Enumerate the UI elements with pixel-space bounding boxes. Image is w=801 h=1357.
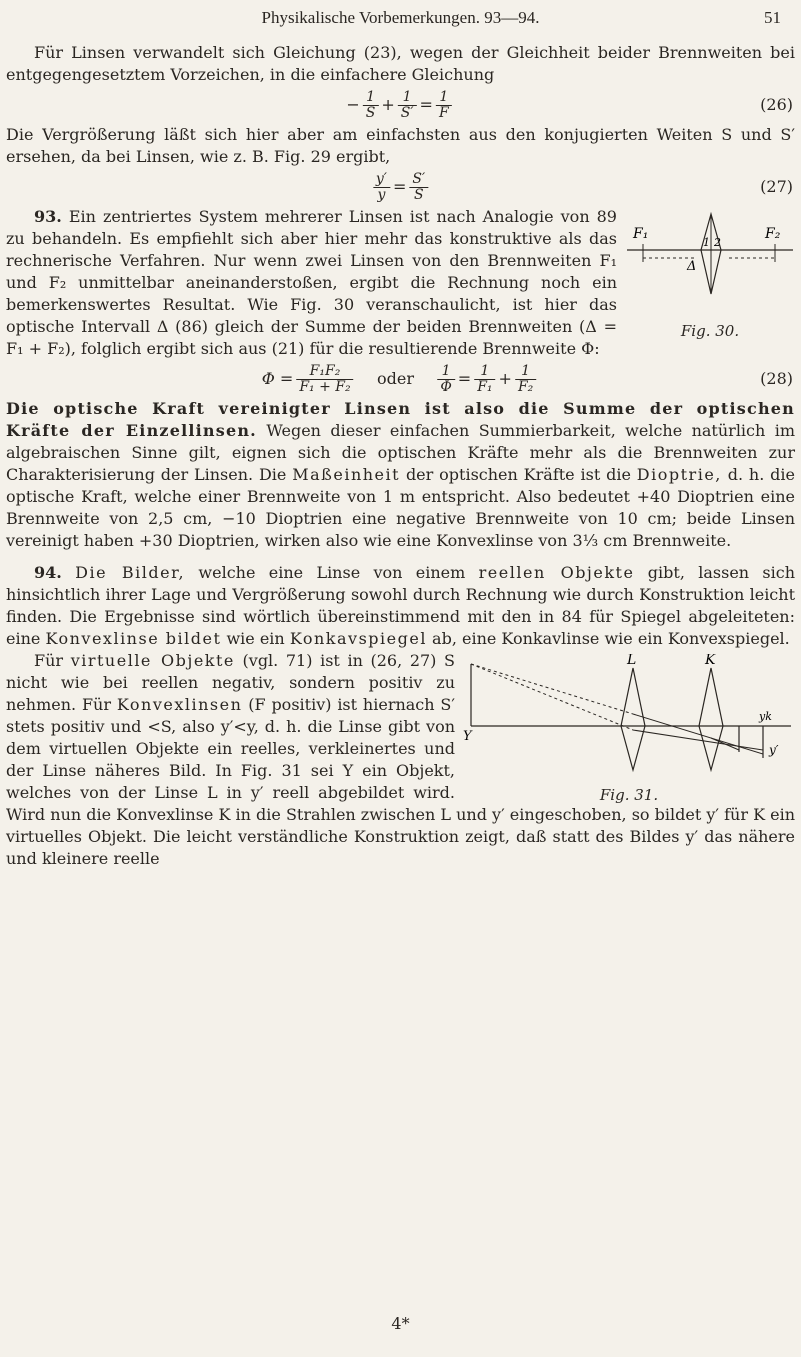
section-94-text-4: ab, eine Konkavlinse wie ein Konvexspiegel. — [432, 629, 790, 648]
term-masseinheit: Maßeinheit — [292, 465, 401, 484]
bold-sentence: Die optische Kraft vereinigter Linsen ist also die Summe der optischen Kräfte der Einzellinsen. — [6, 399, 795, 440]
term-konvexlinse-bildet: Konvexlinse bildet — [45, 629, 222, 648]
fig30-label-f1: F₁ — [633, 226, 649, 242]
equation-27-number: (27) — [760, 177, 793, 196]
equation-28-number: (28) — [760, 369, 793, 388]
term-dioptrie: Dioptrie, — [636, 465, 722, 484]
paragraph-magnification: Die Vergrößerung läßt sich hier aber am einfachsten aus den konjugierten Weiten S und S′ ersehen, da bei Linsen, wie z. B. Fig. 29 ergibt, — [6, 125, 795, 166]
fig31-label-L: L — [627, 654, 637, 668]
equation-28-formula: Φ = $\frac{\text{F₁F₂}}{\text{F₁ + F₂}}$ oder $\frac{1}{\Phi}$ = $\frac{1}{\text{F₁}}$ + $\frac{1}{\text{F₂}}$ — [262, 364, 540, 395]
section-94-text-1: welche eine Linse von einem — [198, 563, 466, 582]
section-93-text-3: der optischen Kräfte ist die — [405, 465, 631, 484]
figure-30 — [625, 208, 795, 340]
figure-31-caption: Fig. 31. — [599, 786, 659, 804]
term-reellen-objekte: reellen Objekte — [478, 563, 635, 582]
fig30-label-delta: Δ — [687, 259, 697, 274]
equation-26-number: (26) — [760, 95, 793, 114]
term-bilder: Die Bilder, — [75, 563, 186, 582]
signature-mark: 4* — [391, 1314, 410, 1333]
fig30-label-f2: F₂ — [765, 226, 781, 242]
page-number: 51 — [764, 8, 781, 27]
section-93-text-2: Wegen dieser einfachen Summierbarkeit, welche natürlich im algebraischen Sinne gilt, eignen sich die optischen Kräfte mehr als die Brennweiten zur Charakterisierung der Linsen. Die — [6, 421, 796, 484]
figure-31-drawing — [463, 654, 795, 776]
section-93-text-1: Ein zentriertes System mehrerer Linsen ist nach Analogie von 89 zu behandeln. Es empfiehlt sich aber hier mehr das konstruktive als das rechnerische Verfahren. Nur wenn zwei Linsen von den Brennweiten F₁ und F₂ unmittelbar aneinanderstoßen, ergibt die Rechnung noch ein bemerkenswertes Resultat. Wie Fig. 30 veranschaulicht, ist hier das optische Intervall Δ (86) gleich der Summe der beiden Brennweiten (Δ = F₁ + F₂), folglich ergibt sich aus (21) für die resultierende Brennweite Φ: — [6, 207, 617, 358]
section-94-text-6: (F positiv) ist hiernach S′ stets positiv und <S, also y′<y, d. h. die Linse gibt von dem virtuellen Objekte ein reelles, verkleinertes und der Linse näheres Bild. In Fig. 31 sei Y ein Objekt, welches von der Linse L in y′ reell abgebildet wird. Wird nun die Konvexlinse K in die Strahlen zwischen L und y′ eingeschoben, so bildet y′ für K ein virtuelles Objekt. Die leicht verständliche Konstruktion zeigt, daß statt des Bildes y′ das nähere und kleinere reelle — [6, 695, 795, 868]
figure-30-drawing — [625, 208, 795, 312]
figure-30-caption: Fig. 30. — [680, 322, 740, 340]
term-konkavspiegel: Konkavspiegel — [289, 629, 427, 648]
equation-27-formula: $\frac{y'}{y}$ = $\frac{S'}{S}$ — [370, 172, 431, 203]
fig31-label-K: K — [705, 654, 716, 668]
paragraph-intro: Für Linsen verwandelt sich Gleichung (23), wegen der Gleichheit beider Brennweiten bei entgegengesetztem Vorzeichen, in die einfachere Gleichung — [6, 43, 795, 84]
section-94 — [6, 562, 795, 650]
equation-26 — [6, 90, 795, 120]
fig31-label-yk: yk — [759, 710, 772, 723]
fig31-label-y1: y′ — [769, 743, 779, 757]
fig30-label-2: 2 — [714, 236, 721, 249]
equation-28 — [6, 364, 795, 394]
equation-27 — [6, 172, 795, 202]
equation-28-oder: oder — [376, 369, 414, 388]
section-93-continued — [6, 398, 795, 552]
term-virtuelle-objekte: virtuelle Objekte — [70, 651, 235, 670]
page-body — [6, 42, 795, 870]
equation-26-formula: − $\frac{1}{S}$ + $\frac{1}{S'}$ = $\frac{1}{F}$ — [346, 90, 454, 121]
section-94-text-3: wie ein — [226, 629, 285, 648]
running-header — [20, 6, 781, 34]
figure-31 — [463, 654, 795, 804]
section-93-number: 93. — [34, 207, 62, 226]
fig30-label-1: 1 — [703, 236, 710, 249]
section-93-text-4: d. h. die optische Kraft, welche einer Brennweite von 1 m entspricht. Also bedeutet +40 Dioptrien eine Brennweite von 2,5 cm, −10 Dioptrien eine negative Brennweite von 10 cm; beide Linsen vereinigt haben +30 Dioptrien, wirken also wie eine Konvexlinse von 3⅓ cm Brennweite. — [6, 465, 795, 550]
running-title: Physikalische Vorbemerkungen. 93—94. — [261, 8, 540, 27]
section-94-text-5: (vgl. 71) ist in (26, 27) S nicht wie bei reellen negativ, sondern positiv zu nehmen. Für — [6, 651, 455, 714]
section-94-text-2: gibt, lassen sich hinsichtlich ihrer Lage und Vergrößerung sowohl durch Rechnung wie durch Konstruktion leicht finden. Die Ergebnisse sind wörtlich übereinstimmend mit den in 84 für Spiegel abgeleiteten: eine — [6, 563, 796, 648]
term-konvexlinsen: Konvexlinsen — [116, 695, 243, 714]
section-94-fuer: Für — [34, 651, 64, 670]
fig31-label-Y: Y — [463, 729, 472, 744]
section-94-number: 94. — [34, 563, 62, 582]
